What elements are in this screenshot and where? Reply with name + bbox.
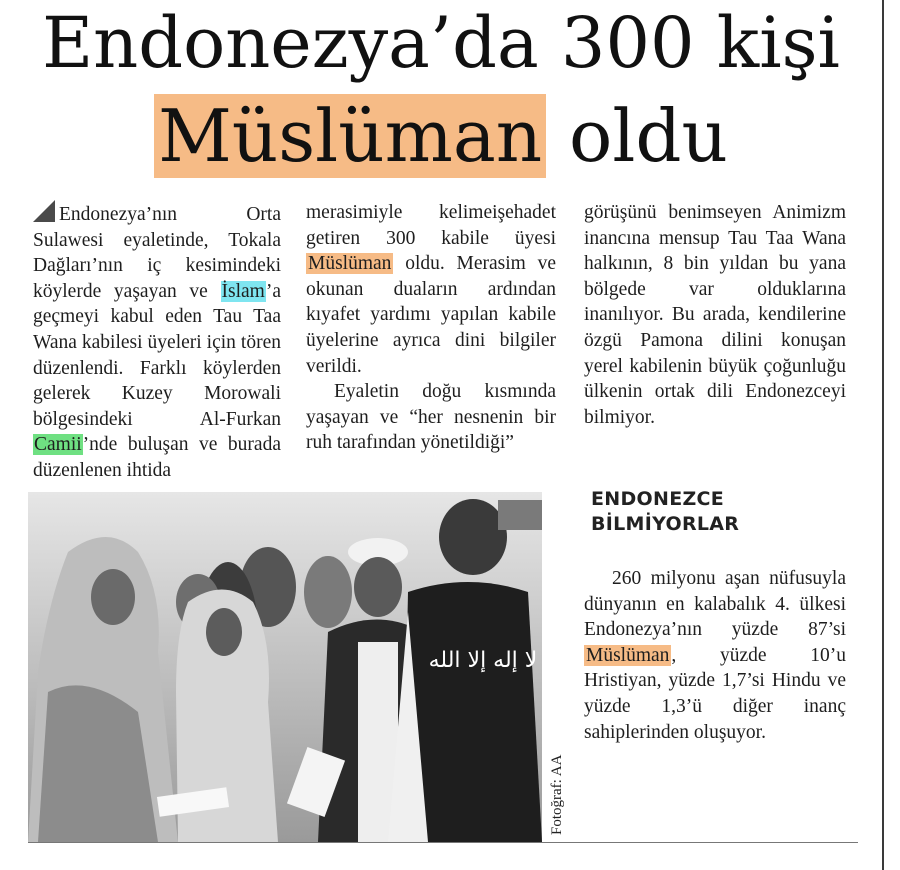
bottom-rule: [28, 842, 858, 843]
headline-highlight: Müslüman: [154, 94, 546, 178]
article-column-3-continued: [584, 566, 846, 745]
highlight-islam: İslam: [221, 280, 265, 302]
paragraph: görüşünü benimseyen Animizm inancına mensup Tau Taa Wana halkının, 8 bin yıldan bu yana bölgede var olduklarına inanılıyor. Bu arada, kendilerine özgü Pamona dilini konuşan yerel kabilenin büyük çoğunluğu ülkenin ortak dili Endonezceyi bilmiyor.: [584, 202, 846, 428]
text-run: merasimiyle kelimeişehadet getiren 300 kabile üyesi: [306, 202, 556, 249]
paragraph: [584, 566, 846, 745]
highlight-musluman: Müslüman: [308, 253, 392, 275]
headline-line-1: Endonezya’da 300 kişi: [42, 2, 840, 84]
text-run: , yüzde 10’u Hristiyan, yüzde 1,7’si Hindu ve yüzde 1,3’ü diğer inanç sahiplerinden oluşuyor.: [584, 644, 846, 743]
news-photo: [28, 492, 542, 842]
text-run: 260 milyonu aşan nüfusuyla dünyanın en kalabalık 4. ülkesi Endonezya’nın yüzde 87’si: [584, 568, 846, 641]
subheading-line: BİLMİYORLAR: [591, 513, 740, 535]
text-run: ’nde buluşan ve burada düzenlenen ihtida: [33, 434, 281, 481]
highlight-camii: Camii: [34, 434, 82, 456]
text-run: oldu. Merasim ve okunan duaların ardından kıyafet yardımı yapılan kabile üyelerine ayrıca dini bilgiler verildi.: [306, 253, 556, 377]
text-run: ’a geçmeyi kabul eden Tau Taa Wana kabilesi üyeleri için tören düzenlendi. Farklı köylerden gelerek Kuzey Morowali bölgesindeki Al-Furkan: [33, 280, 281, 430]
highlight-musluman: Müslüman: [586, 644, 670, 666]
triangle-bullet-icon: [33, 200, 55, 222]
paragraph: Eyaletin doğu kısmında yaşayan ve “her nesnenin bir ruh tarafından yönetildiği”: [306, 381, 556, 454]
paragraph: [33, 200, 281, 484]
subheading-line: ENDONEZCE: [591, 488, 725, 510]
article-column-1: [33, 200, 281, 484]
headline-line-2: [0, 94, 882, 178]
headline-rest: oldu: [569, 94, 728, 178]
vest-calligraphy: لا إله إلا الله: [428, 648, 538, 673]
vertical-rule: [882, 0, 884, 870]
text-run: Endonezya’nın Orta Sulawesi eyaletinde, Tokala Dağları’nın iç kesimindeki köylerde yaşayan ve: [33, 204, 281, 302]
article-column-3: [584, 200, 846, 430]
subheading: [591, 487, 841, 537]
photo-credit: Fotoğraf: AA: [549, 754, 565, 835]
paragraph: [306, 200, 556, 379]
article-column-2: [306, 200, 556, 456]
